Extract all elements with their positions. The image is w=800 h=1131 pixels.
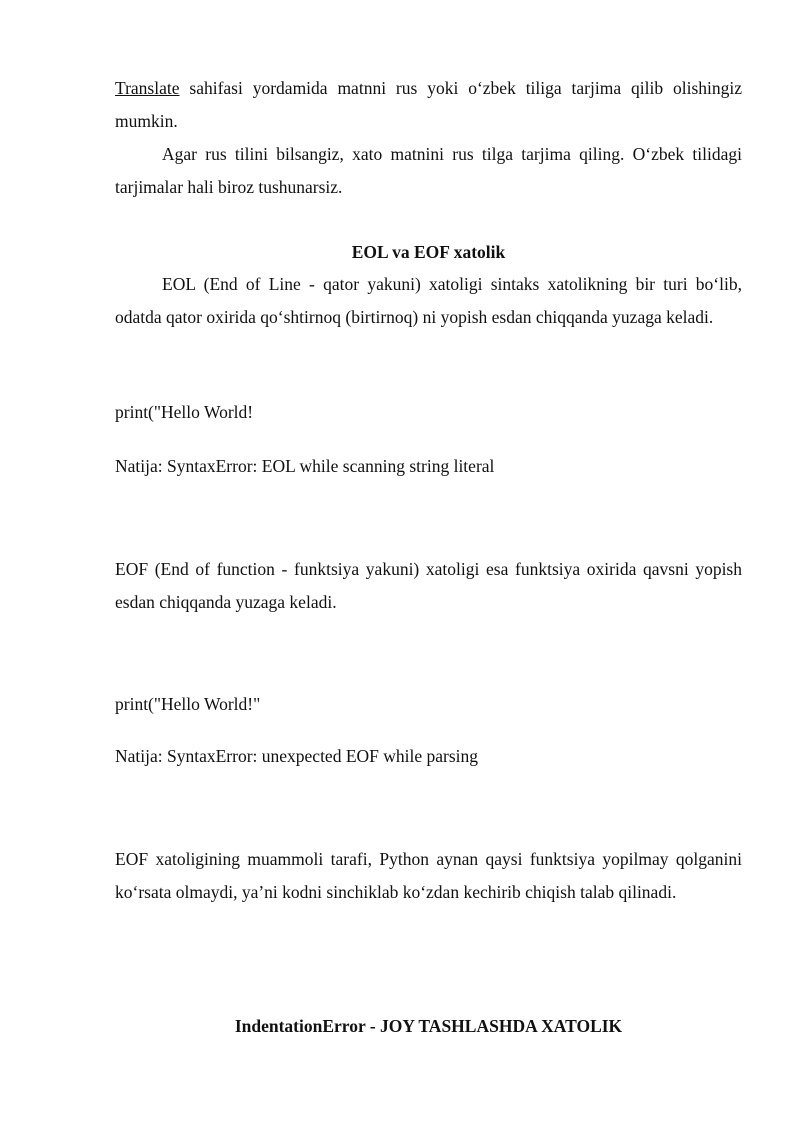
paragraph-eof-explanation: EOF (End of function - funktsiya yakuni) xatoligi esa funktsiya oxirida qavsni yopish esdan chiqqanda yuzaga keladi. — [115, 559, 742, 612]
code-example-eof: print("Hello World!" — [115, 694, 261, 714]
paragraph-translate-text: sahifasi yordamida matnni rus yoki o‘zbek tiliga tarjima qilib olishingiz mumkin. — [115, 78, 742, 131]
paragraph-russian-hint: Agar rus tilini bilsangiz, xato matnini rus tilga tarjima qiling. O‘zbek tilidagi tarjimalar hali biroz tushunarsiz. — [115, 144, 742, 197]
paragraph-eof-problem: EOF xatoligining muammoli tarafi, Python aynan qaysi funktsiya yopilmay qolganini ko‘rsata olmaydi, ya’ni kodni sinchiklab ko‘zdan kechirib chiqish talab qilinadi. — [115, 849, 742, 902]
heading-indentation-error: IndentationError - JOY TASHLASHDA XATOLIK — [234, 1016, 623, 1036]
document-page — [115, 0, 742, 1131]
heading-eol-eof: EOL va EOF xatolik — [351, 242, 506, 262]
translate-link[interactable]: Translate — [115, 78, 180, 98]
result-eof: Natija: SyntaxError: unexpected EOF while parsing — [115, 746, 479, 766]
result-eol: Natija: SyntaxError: EOL while scanning string literal — [115, 456, 495, 476]
paragraph-eol-explanation: EOL (End of Line - qator yakuni) xatoligi sintaks xatolikning bir turi bo‘lib, odatda qator oxirida qo‘shtirnoq (birtirnoq) ni yopish esdan chiqqanda yuzaga keladi. — [115, 274, 742, 327]
paragraph-translate — [115, 72, 742, 137]
code-example-eol: print("Hello World! — [115, 402, 254, 422]
